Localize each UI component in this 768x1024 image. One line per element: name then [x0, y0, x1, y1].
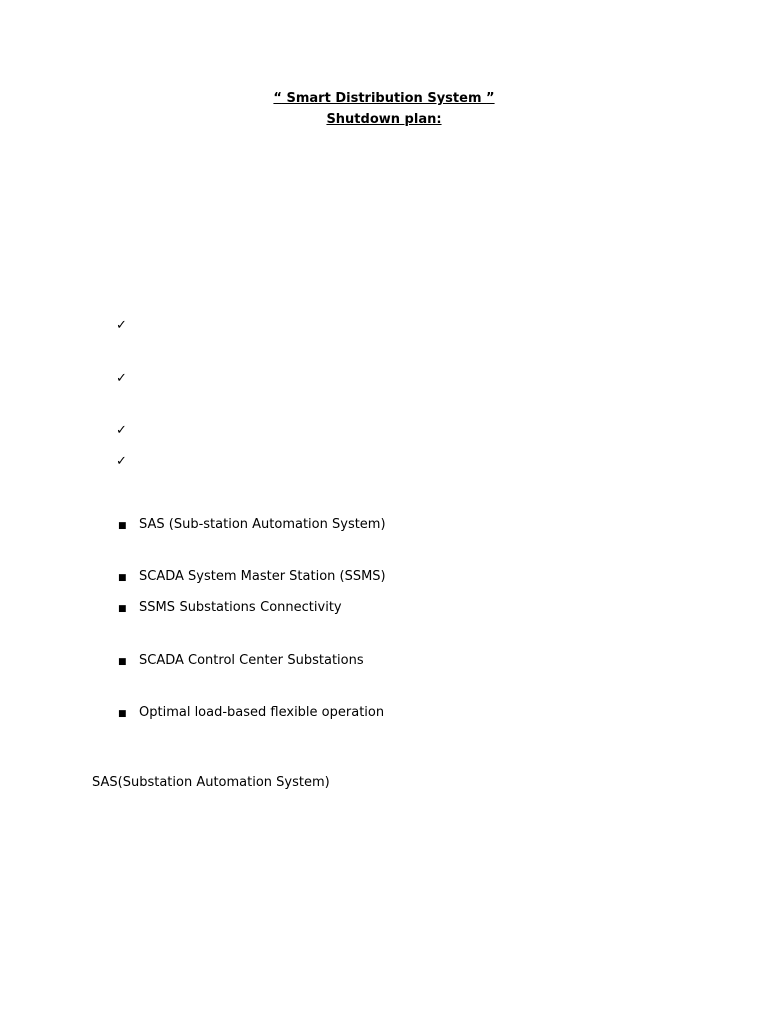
item-latin-text: SCADA Control Center [139, 653, 283, 668]
check-icon: ✓ [116, 318, 127, 333]
check-icon: ✓ [116, 371, 127, 386]
item-latin-text: Optimal load-based flexible operation [139, 705, 385, 720]
square-list-item [92, 650, 676, 671]
title-line-1 [92, 88, 676, 109]
square-bullet-icon: ■ [118, 521, 127, 531]
square-list-item [92, 597, 676, 618]
item-latin-text: SSMS [139, 600, 175, 615]
final-paragraph-latin-text: SAS(Substation Automation System) [92, 775, 330, 790]
final-paragraph [92, 770, 676, 794]
square-bullet-icon: ■ [118, 573, 127, 583]
check-icon: ✓ [116, 423, 127, 438]
document-title [92, 88, 676, 130]
title-close-quote: ” [486, 91, 495, 106]
title-open-quote: “ [273, 91, 282, 106]
title-latin-phrase: Smart Distribution System [286, 91, 482, 106]
title-shutdown-plan: Shutdown plan: [326, 112, 442, 127]
square-bullet-icon: ■ [118, 709, 127, 719]
item-latin-text: SCADA System Master Station (SSMS) [139, 569, 386, 584]
item-latin-text: Substations [179, 600, 256, 615]
item-latin-text: Substations [287, 653, 364, 668]
item-latin-text: SAS (Sub-station Automation System) [139, 517, 386, 532]
check-icon: ✓ [116, 454, 127, 469]
item-latin-text: Connectivity [260, 600, 342, 615]
square-list-item [92, 566, 676, 587]
title-line-2 [92, 109, 676, 130]
square-list-item [92, 702, 676, 723]
square-list-item [92, 514, 676, 535]
square-bullet-icon: ■ [118, 604, 127, 614]
square-bullet-icon: ■ [118, 657, 127, 667]
